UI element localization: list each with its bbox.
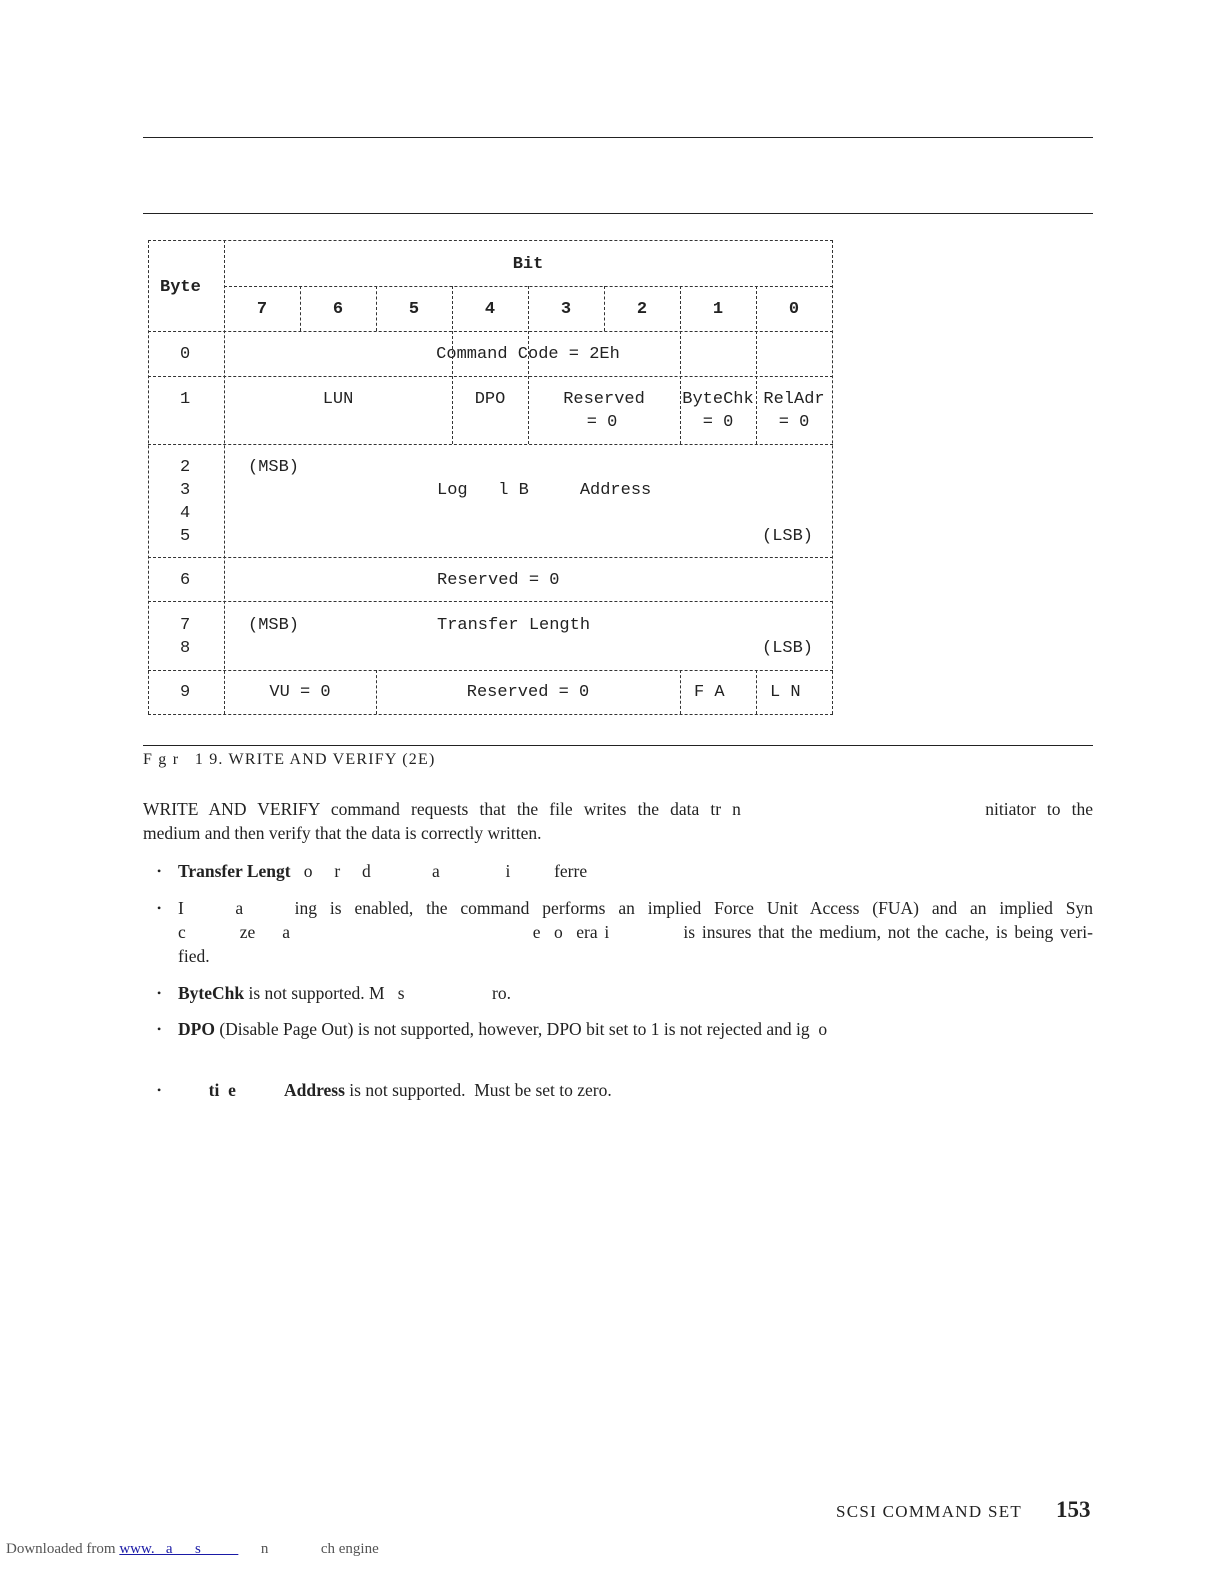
byte-header: Byte <box>160 278 201 297</box>
bit-2-label: 2 <box>636 300 648 319</box>
byte-3-label: 3 <box>180 481 191 500</box>
transfer-length-field: Transfer Length <box>437 616 591 635</box>
reserved-field-line1: Reserved <box>563 390 645 409</box>
bit-6-label: 6 <box>332 300 344 319</box>
reladr-field-line1: RelAdr <box>763 390 825 409</box>
intro-paragraph <box>143 797 1093 845</box>
bit-1-label: 1 <box>712 300 724 319</box>
bullet-text-line2: c ze a e o era i is insures that the medium, not the cache, is being veri- <box>178 922 1093 942</box>
bullet-term: Address <box>283 1080 345 1100</box>
bullet-term-prefix: ti e <box>178 1080 236 1100</box>
bullet-term: Transfer Lengt <box>178 861 291 881</box>
bullet-term: DPO <box>178 1019 215 1039</box>
reladr-field-line2: = 0 <box>778 413 810 432</box>
bit-0-label: 0 <box>788 300 800 319</box>
byte-4-label: 4 <box>180 504 191 523</box>
download-link[interactable]: www. a s <box>119 1541 239 1557</box>
bit-5-label: 5 <box>408 300 420 319</box>
figure-caption: F g r 1 9. WRITE AND VERIFY (2E) <box>143 751 436 768</box>
bullet-text-line1: I a ing is enabled, the command performs an implied Force Unit Access (FUA) and an implied Syn <box>178 898 1093 918</box>
reserved-field-line2: = 0 <box>586 413 618 432</box>
download-prefix: Downloaded from <box>6 1541 120 1557</box>
link-field: L N <box>770 683 801 702</box>
vu-field: VU = 0 <box>269 683 331 702</box>
bullet-text: is not supported. M s ro. <box>244 983 511 1003</box>
bit-7-label: 7 <box>256 300 268 319</box>
fua-field: F A <box>694 683 725 702</box>
byte-2-label: 2 <box>180 458 191 477</box>
bullet-text: is not supported. Must be set to zero. <box>344 1080 612 1100</box>
intro-paragraph-line1: WRITE AND VERIFY command requests that the file writes the data tr n nitiator to the <box>143 799 1093 819</box>
bullet-dot: • <box>157 986 162 1000</box>
bullet-text: (Disable Page Out) is not supported, however, DPO bit set to 1 is not rejected and ig o <box>214 1019 828 1039</box>
byte-8-label: 8 <box>180 639 191 658</box>
lba-lsb-marker: (LSB) <box>762 527 814 546</box>
reserved-byte-9-field: Reserved = 0 <box>466 683 590 702</box>
byte-9-label: 9 <box>180 683 191 702</box>
top-rule <box>143 137 1093 138</box>
bytechk-field-line1: ByteChk <box>682 390 754 409</box>
byte-5-label: 5 <box>180 527 191 546</box>
transfer-length-lsb-marker: (LSB) <box>762 639 814 658</box>
intro-paragraph-line2: medium and then verify that the data is correctly written. <box>143 823 542 843</box>
download-notice <box>6 1541 379 1558</box>
bullet-text-line3: fied. <box>178 946 210 966</box>
bullet-dot: • <box>157 1022 162 1036</box>
header-rule <box>143 213 1093 214</box>
caption-rule <box>143 745 1093 746</box>
bullet-text: o r d a i ferre <box>290 861 588 881</box>
logical-block-address-field: Log l B Address <box>437 481 652 500</box>
page-number: 153 <box>1056 1497 1091 1522</box>
download-suffix: n ch engine <box>238 1541 379 1557</box>
bullet-dot: • <box>157 1083 162 1097</box>
command-code-field: Command Code = 2Eh <box>436 345 620 364</box>
bullet-dot: • <box>157 864 162 878</box>
byte-0-label: 0 <box>180 345 191 364</box>
bit-3-label: 3 <box>560 300 572 319</box>
command-descriptor-table <box>148 240 833 715</box>
reserved-byte-6-field: Reserved = 0 <box>437 571 560 590</box>
byte-6-label: 6 <box>180 571 191 590</box>
transfer-length-msb-marker: (MSB) <box>248 616 300 635</box>
lun-field: LUN <box>322 390 354 409</box>
lba-msb-marker: (MSB) <box>248 458 300 477</box>
byte-1-label: 1 <box>180 390 191 409</box>
bullet-dot: • <box>157 901 162 915</box>
bit-4-label: 4 <box>484 300 496 319</box>
footer-section-title: SCSI COMMAND SET <box>836 1502 1023 1521</box>
byte-7-label: 7 <box>180 616 191 635</box>
bytechk-field-line2: = 0 <box>702 413 734 432</box>
bit-header: Bit <box>512 255 544 274</box>
dpo-field: DPO <box>474 390 506 409</box>
bullet-term: ByteChk <box>178 983 245 1003</box>
